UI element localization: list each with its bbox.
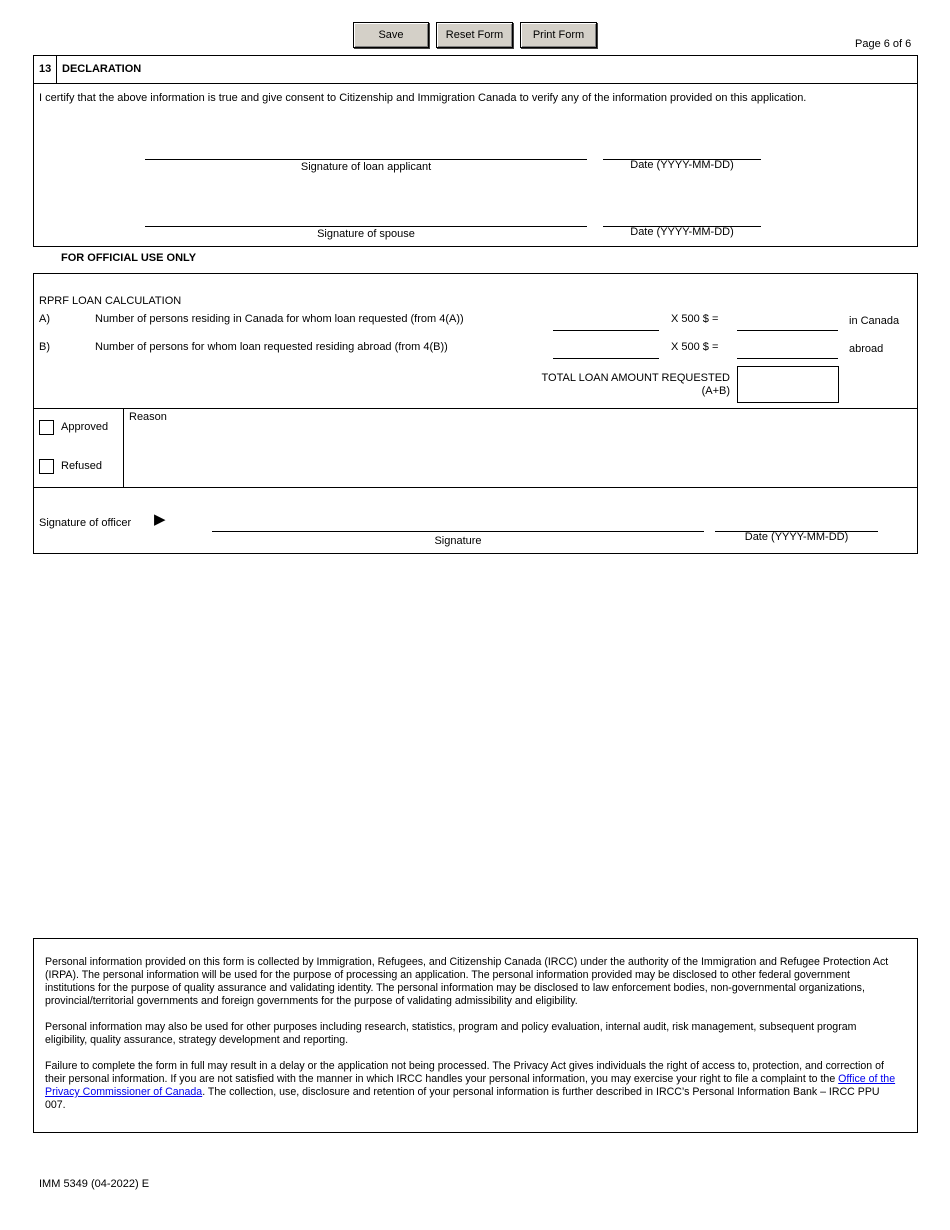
total-label-ab: (A+B): [701, 385, 730, 397]
privacy-notice: [33, 938, 918, 1133]
privacy-commissioner-link[interactable]: Office of the Privacy Commissioner of Canada: [45, 1073, 896, 1098]
officer-date-label: Date (YYYY-MM-DD): [744, 531, 849, 543]
applicant-date-label: Date (YYYY-MM-DD): [630, 159, 734, 171]
applicant-date-field[interactable]: [603, 139, 761, 160]
persons-abroad-field[interactable]: [553, 338, 659, 359]
persons-in-canada-field[interactable]: [553, 310, 659, 331]
row-a-letter: A): [39, 313, 50, 325]
amount-abroad-field[interactable]: [737, 338, 838, 359]
officer-signature-caption: Signature: [434, 535, 482, 547]
reset-form-button[interactable]: Reset Form: [436, 22, 513, 48]
section-title: DECLARATION: [62, 63, 142, 75]
officer-signature-field[interactable]: [212, 511, 704, 532]
row-b-suffix: abroad: [849, 343, 884, 355]
spouse-date-field[interactable]: [603, 206, 761, 227]
loan-calculation-title: RPRF LOAN CALCULATION: [39, 295, 182, 307]
header-divider: [34, 83, 917, 84]
arrow-icon: ▶: [154, 511, 166, 528]
amount-in-canada-field[interactable]: [737, 310, 838, 331]
privacy-paragraph-3-start: Failure to complete the form in full may result in a delay or the application not being processed. The Privacy Act gives individuals the right of access to, protection, and correction of their personal information. If you are not satisfied with the manner in which IRCC handles your personal information, you may exercise your right to file a complaint to the: [45, 1060, 884, 1085]
spouse-date-label: Date (YYYY-MM-DD): [630, 226, 734, 238]
row-a-description: Number of persons residing in Canada for whom loan requested (from 4(A)): [95, 313, 464, 325]
row-a-multiplier: X 500 $ =: [671, 313, 719, 325]
reason-textarea[interactable]: [129, 426, 911, 482]
row-b-multiplier: X 500 $ =: [671, 341, 719, 353]
calc-divider: [34, 408, 917, 409]
total-loan-amount-field[interactable]: [737, 366, 839, 403]
applicant-signature-label: Signature of loan applicant: [300, 161, 432, 173]
declaration-statement: I certify that the above information is true and give consent to Citizenship and Immigration Canada to verify any of the information provided on this application.: [39, 92, 807, 104]
page-indicator: Page 6 of 6: [855, 38, 912, 50]
refused-checkbox[interactable]: [39, 459, 54, 474]
row-b-description: Number of persons for whom loan requested residing abroad (from 4(B)): [95, 341, 448, 353]
print-form-button[interactable]: Print Form: [520, 22, 597, 48]
decision-bottom-divider: [34, 487, 917, 488]
privacy-paragraph-1: Personal information provided on this form is collected by Immigration, Refugees, and Citizenship Canada (IRCC) under the authority of the Immigration and Refugee Protection Act (IRPA). The personal information will be used for the purpose of processing an application. The personal information provided may be disclosed to other federal government institutions for the purpose of quality assurance and validating identity. The personal information may be disclosed to law enforcement bodies, non-governmental organizations, provincial/territorial governments and foreign governments for the purpose of validating admissibility and eligibility.: [45, 956, 889, 1007]
privacy-paragraph-3: [45, 1060, 897, 1112]
official-use-heading: FOR OFFICIAL USE ONLY: [61, 252, 197, 264]
reason-label: Reason: [129, 411, 167, 423]
approved-checkbox[interactable]: [39, 420, 54, 435]
privacy-paragraph-2: Personal information may also be used for other purposes including research, statistics, program and policy evaluation, internal audit, risk management, subsequent program eligibility, quality assurance, strategy development and reporting.: [45, 1021, 857, 1046]
officer-date-field[interactable]: [715, 511, 878, 532]
approved-label: Approved: [61, 421, 109, 433]
save-button[interactable]: Save: [353, 22, 429, 48]
form-code: IMM 5349 (04-2022) E: [39, 1178, 150, 1190]
spouse-signature-label: Signature of spouse: [317, 228, 415, 240]
applicant-signature-field[interactable]: [145, 139, 587, 160]
officer-signature-label: Signature of officer: [39, 517, 132, 529]
section-number-divider: [56, 56, 57, 83]
row-b-letter: B): [39, 341, 50, 353]
declaration-section: [33, 55, 918, 247]
decision-divider: [123, 408, 124, 487]
section-number: 13: [39, 63, 52, 75]
spouse-signature-field[interactable]: [145, 206, 587, 227]
official-use-section: [33, 273, 918, 554]
refused-label: Refused: [61, 460, 102, 472]
row-a-suffix: in Canada: [849, 315, 900, 327]
total-label: TOTAL LOAN AMOUNT REQUESTED: [541, 372, 730, 384]
privacy-paragraph-3-end: . The collection, use, disclosure and retention of your personal information is further described in IRCC’s Personal Information Bank – IRCC PPU 007.: [45, 1086, 880, 1111]
